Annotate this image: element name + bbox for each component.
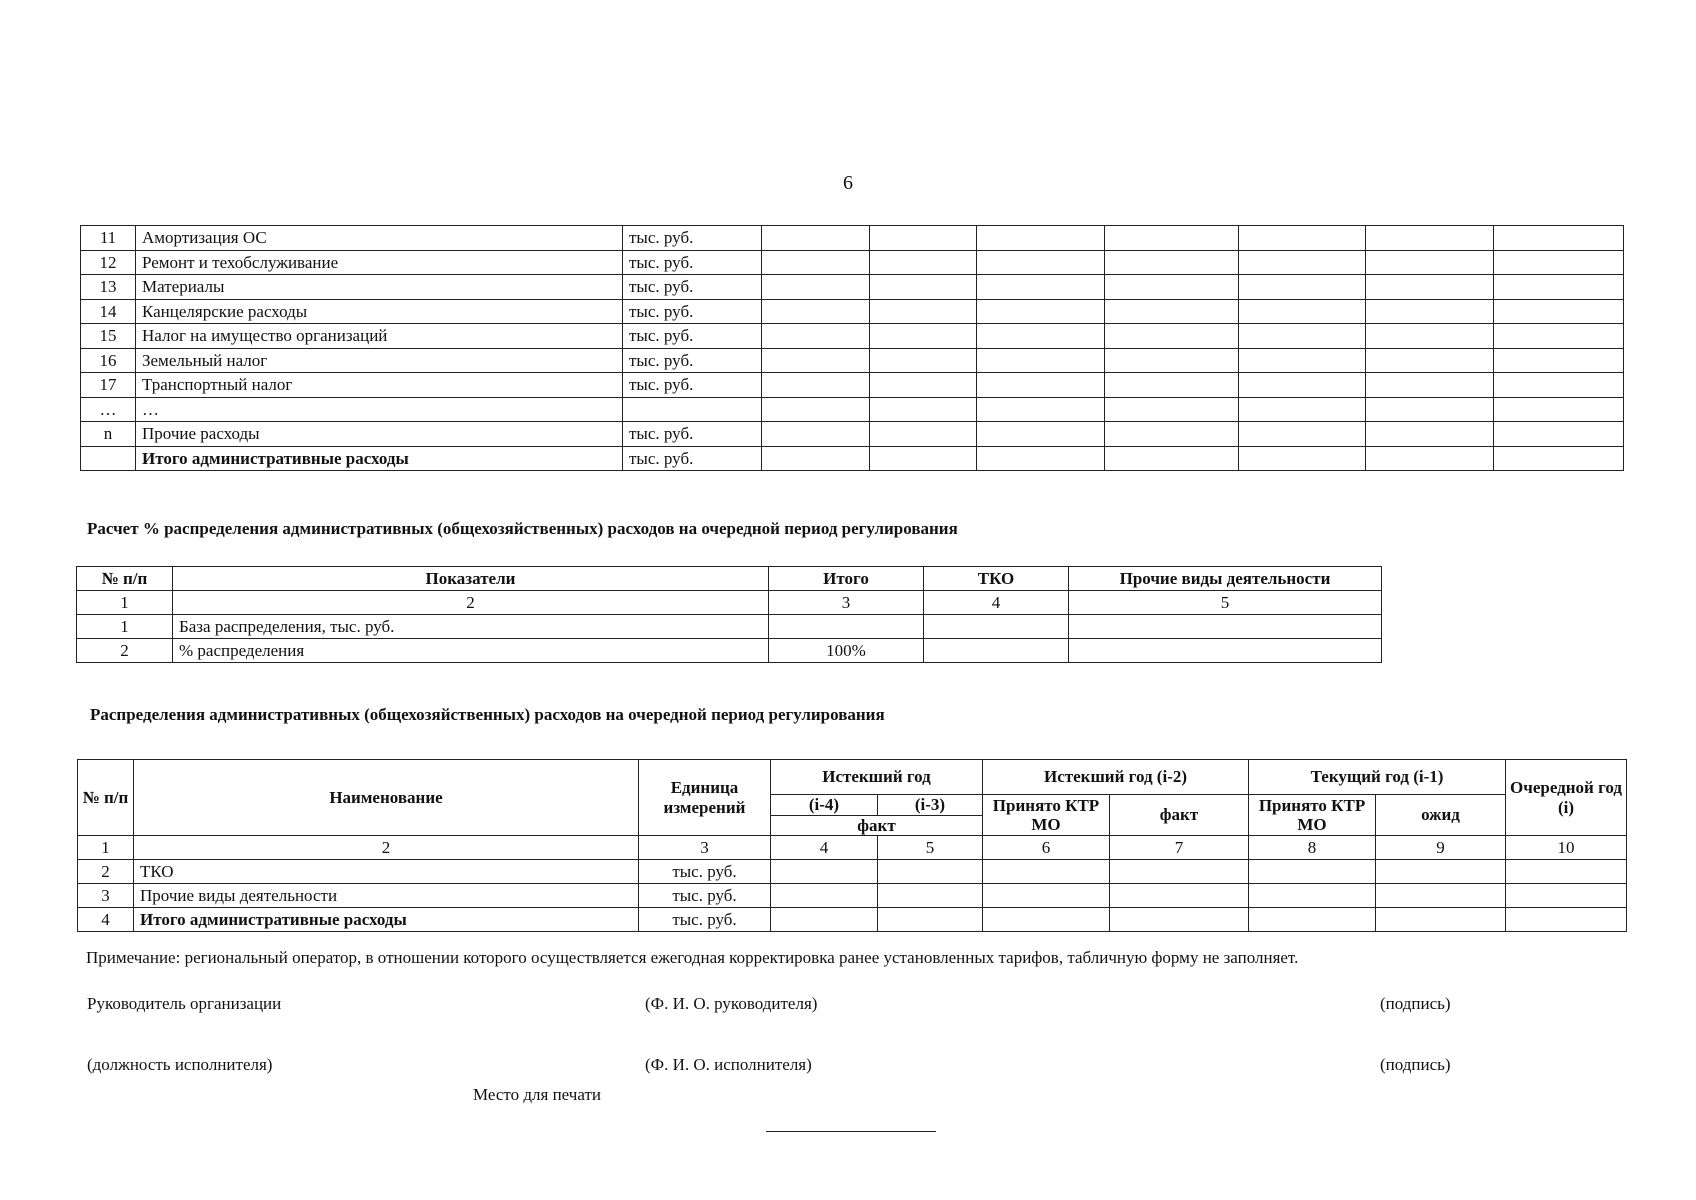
- value-cell[interactable]: [762, 250, 870, 275]
- row-num: …: [81, 397, 136, 422]
- numbering-cell: 5: [1069, 591, 1382, 615]
- distribution-table: [77, 759, 1627, 932]
- note: Примечание: региональный оператор, в отношении которого осуществляется ежегодная корректировка ранее установленных тарифов, табличную форму не заполняет.: [86, 948, 1299, 967]
- header-i3: (i-3): [878, 795, 983, 816]
- value-cell[interactable]: [1239, 348, 1366, 373]
- page-number: 6: [843, 172, 853, 194]
- header-i4: (i-4): [771, 795, 878, 816]
- row-name: Прочие виды деятельности: [134, 884, 639, 908]
- value-cell[interactable]: [1105, 250, 1239, 275]
- row-num: 3: [78, 884, 134, 908]
- value-cell[interactable]: [1239, 299, 1366, 324]
- row-unit: тыс. руб.: [623, 275, 762, 300]
- value-cell[interactable]: [1105, 446, 1239, 471]
- header-indicators: Показатели: [173, 567, 769, 591]
- value-cell[interactable]: [1494, 348, 1624, 373]
- value-cell[interactable]: [977, 299, 1105, 324]
- numbering-row: [77, 591, 1382, 615]
- value-cell[interactable]: [1239, 275, 1366, 300]
- row-unit: [623, 397, 762, 422]
- header-past-year-i2: Истекший год (i-2): [983, 760, 1249, 795]
- header-past-year: Истекший год: [771, 760, 983, 795]
- table-row: [81, 324, 1624, 349]
- row-unit: тыс. руб.: [623, 250, 762, 275]
- value-cell[interactable]: [1366, 275, 1494, 300]
- value-cell[interactable]: [771, 884, 878, 908]
- value-cell[interactable]: [1376, 860, 1506, 884]
- row-total[interactable]: 100%: [769, 639, 924, 663]
- header-total: Итого: [769, 567, 924, 591]
- executor-signature: (подпись): [1380, 1055, 1451, 1074]
- value-cell[interactable]: [1494, 373, 1624, 398]
- header-name: Наименование: [134, 760, 639, 836]
- numbering-cell: 2: [173, 591, 769, 615]
- value-cell[interactable]: [870, 299, 977, 324]
- table-row: [81, 373, 1624, 398]
- row-name: Материалы: [136, 275, 623, 300]
- value-cell[interactable]: [1249, 884, 1376, 908]
- row-unit: тыс. руб.: [623, 226, 762, 251]
- value-cell[interactable]: [977, 422, 1105, 447]
- value-cell[interactable]: [870, 373, 977, 398]
- table-row: [78, 860, 1627, 884]
- value-cell[interactable]: [1105, 226, 1239, 251]
- head-fio: (Ф. И. О. руководителя): [645, 994, 818, 1013]
- header-next-year: Очередной год (i): [1506, 760, 1627, 836]
- table-row: [81, 226, 1624, 251]
- row-name: Итого административные расходы: [136, 446, 623, 471]
- value-cell[interactable]: [1366, 299, 1494, 324]
- value-cell[interactable]: [870, 446, 977, 471]
- row-name: Ремонт и техобслуживание: [136, 250, 623, 275]
- stamp-place: Место для печати: [473, 1085, 601, 1104]
- value-cell[interactable]: [1105, 397, 1239, 422]
- row-unit: тыс. руб.: [623, 373, 762, 398]
- value-cell[interactable]: [1105, 348, 1239, 373]
- row-name: Налог на имущество организаций: [136, 324, 623, 349]
- value-cell[interactable]: [878, 884, 983, 908]
- row-num: 16: [81, 348, 136, 373]
- table-row: [81, 348, 1624, 373]
- value-cell[interactable]: [1506, 860, 1627, 884]
- row-tko[interactable]: [924, 639, 1069, 663]
- row-unit: тыс. руб.: [623, 324, 762, 349]
- distribution-title: Распределения административных (общехозяйственных) расходов на очередной период регулирования: [90, 705, 885, 724]
- value-cell[interactable]: [1249, 860, 1376, 884]
- value-cell[interactable]: [870, 422, 977, 447]
- row-unit: тыс. руб.: [623, 348, 762, 373]
- row-num: 12: [81, 250, 136, 275]
- value-cell[interactable]: [1366, 422, 1494, 447]
- value-cell[interactable]: [977, 348, 1105, 373]
- row-name: Канцелярские расходы: [136, 299, 623, 324]
- row-tko[interactable]: [924, 615, 1069, 639]
- table-row: [77, 639, 1382, 663]
- value-cell[interactable]: [762, 299, 870, 324]
- divider: [766, 1131, 936, 1132]
- table-row: [81, 275, 1624, 300]
- numbering-cell: 4: [924, 591, 1069, 615]
- value-cell[interactable]: [771, 860, 878, 884]
- value-cell[interactable]: [1494, 250, 1624, 275]
- header-num: № п/п: [78, 760, 134, 836]
- row-num: n: [81, 422, 136, 447]
- header-num: № п/п: [77, 567, 173, 591]
- value-cell[interactable]: [1494, 324, 1624, 349]
- numbering-cell: 5: [878, 836, 983, 860]
- numbering-cell: 10: [1506, 836, 1627, 860]
- value-cell[interactable]: [1110, 860, 1249, 884]
- value-cell[interactable]: [1506, 908, 1627, 932]
- row-name: Итого административные расходы: [134, 908, 639, 932]
- value-cell[interactable]: [1366, 348, 1494, 373]
- row-name: Прочие расходы: [136, 422, 623, 447]
- value-cell[interactable]: [1494, 275, 1624, 300]
- value-cell[interactable]: [762, 348, 870, 373]
- numbering-cell: 7: [1110, 836, 1249, 860]
- value-cell[interactable]: [1105, 299, 1239, 324]
- row-other[interactable]: [1069, 615, 1382, 639]
- row-name: Транспортный налог: [136, 373, 623, 398]
- numbering-cell: 2: [134, 836, 639, 860]
- row-num: 14: [81, 299, 136, 324]
- value-cell[interactable]: [762, 275, 870, 300]
- row-unit: тыс. руб.: [639, 908, 771, 932]
- value-cell[interactable]: [977, 373, 1105, 398]
- table-row: [78, 884, 1627, 908]
- value-cell[interactable]: [878, 860, 983, 884]
- value-cell[interactable]: [977, 324, 1105, 349]
- head-signature: (подпись): [1380, 994, 1451, 1013]
- value-cell[interactable]: [1105, 275, 1239, 300]
- row-unit: тыс. руб.: [639, 860, 771, 884]
- row-other[interactable]: [1069, 639, 1382, 663]
- value-cell[interactable]: [1366, 324, 1494, 349]
- value-cell[interactable]: [977, 275, 1105, 300]
- row-num: 15: [81, 324, 136, 349]
- numbering-cell: 3: [639, 836, 771, 860]
- distribution-table-body: [78, 836, 1627, 932]
- table-row: [81, 422, 1624, 447]
- numbering-cell: 9: [1376, 836, 1506, 860]
- value-cell[interactable]: [1239, 226, 1366, 251]
- row-num: 17: [81, 373, 136, 398]
- value-cell[interactable]: [1105, 422, 1239, 447]
- numbering-row: [78, 836, 1627, 860]
- numbering-cell: 3: [769, 591, 924, 615]
- table-row: [81, 299, 1624, 324]
- value-cell[interactable]: [1239, 324, 1366, 349]
- value-cell[interactable]: [870, 324, 977, 349]
- value-cell[interactable]: [1239, 373, 1366, 398]
- header-other: Прочие виды деятельности: [1069, 567, 1382, 591]
- value-cell[interactable]: [1239, 422, 1366, 447]
- value-cell[interactable]: [1239, 250, 1366, 275]
- value-cell[interactable]: [1366, 373, 1494, 398]
- distribution-percent-title: Расчет % распределения административных (общехозяйственных) расходов на очередной период регулирования: [87, 519, 958, 538]
- value-cell[interactable]: [870, 250, 977, 275]
- header-fact: факт: [1110, 795, 1249, 836]
- row-total[interactable]: [769, 615, 924, 639]
- head-label: Руководитель организации: [87, 994, 282, 1013]
- value-cell[interactable]: [1366, 250, 1494, 275]
- value-cell[interactable]: [1494, 299, 1624, 324]
- row-unit: тыс. руб.: [623, 422, 762, 447]
- value-cell[interactable]: [762, 226, 870, 251]
- value-cell[interactable]: [870, 275, 977, 300]
- row-name: Амортизация ОС: [136, 226, 623, 251]
- row-name: …: [136, 397, 623, 422]
- header-fact-past: факт: [771, 815, 983, 836]
- numbering-cell: 6: [983, 836, 1110, 860]
- numbering-cell: 4: [771, 836, 878, 860]
- value-cell[interactable]: [983, 860, 1110, 884]
- row-num: 2: [77, 639, 173, 663]
- table-row: [78, 908, 1627, 932]
- value-cell[interactable]: [1110, 908, 1249, 932]
- value-cell[interactable]: [870, 226, 977, 251]
- row-name: Земельный налог: [136, 348, 623, 373]
- value-cell[interactable]: [762, 446, 870, 471]
- row-num: 2: [78, 860, 134, 884]
- value-cell[interactable]: [870, 348, 977, 373]
- row-num: 13: [81, 275, 136, 300]
- row-unit: тыс. руб.: [623, 299, 762, 324]
- header-expected: ожид: [1376, 795, 1506, 836]
- value-cell[interactable]: [1366, 446, 1494, 471]
- table-header-row: [78, 760, 1627, 795]
- row-num: 4: [78, 908, 134, 932]
- value-cell[interactable]: [762, 397, 870, 422]
- header-unit: Единица измерений: [639, 760, 771, 836]
- value-cell[interactable]: [977, 250, 1105, 275]
- value-cell[interactable]: [983, 908, 1110, 932]
- value-cell[interactable]: [977, 397, 1105, 422]
- value-cell[interactable]: [1105, 324, 1239, 349]
- row-unit: тыс. руб.: [623, 446, 762, 471]
- executor-label: (должность исполнителя): [87, 1055, 273, 1074]
- numbering-cell: 8: [1249, 836, 1376, 860]
- numbering-cell: 1: [77, 591, 173, 615]
- value-cell[interactable]: [771, 908, 878, 932]
- header-accepted-ktr-current: Принято КТР МО: [1249, 795, 1376, 836]
- row-num: 11: [81, 226, 136, 251]
- value-cell[interactable]: [1506, 884, 1627, 908]
- value-cell[interactable]: [1366, 397, 1494, 422]
- value-cell[interactable]: [1494, 446, 1624, 471]
- header-current-year: Текущий год (i-1): [1249, 760, 1506, 795]
- table-header-row: [77, 567, 1382, 591]
- row-num: [81, 446, 136, 471]
- header-accepted-ktr: Принято КТР МО: [983, 795, 1110, 836]
- expenses-table-body: [81, 226, 1624, 471]
- value-cell[interactable]: [1105, 373, 1239, 398]
- numbering-cell: 1: [78, 836, 134, 860]
- row-name: База распределения, тыс. руб.: [173, 615, 769, 639]
- value-cell[interactable]: [1494, 226, 1624, 251]
- distribution-percent-table: [76, 566, 1382, 663]
- value-cell[interactable]: [1110, 884, 1249, 908]
- row-num: 1: [77, 615, 173, 639]
- value-cell[interactable]: [878, 908, 983, 932]
- table-row: [81, 446, 1624, 471]
- value-cell[interactable]: [1249, 908, 1376, 932]
- value-cell[interactable]: [870, 397, 977, 422]
- value-cell[interactable]: [1376, 908, 1506, 932]
- table-row: [81, 250, 1624, 275]
- header-tko: ТКО: [924, 567, 1069, 591]
- value-cell[interactable]: [762, 324, 870, 349]
- value-cell[interactable]: [983, 884, 1110, 908]
- value-cell[interactable]: [1239, 397, 1366, 422]
- value-cell[interactable]: [762, 422, 870, 447]
- value-cell[interactable]: [1494, 422, 1624, 447]
- value-cell[interactable]: [1366, 226, 1494, 251]
- value-cell[interactable]: [1494, 397, 1624, 422]
- executor-fio: (Ф. И. О. исполнителя): [645, 1055, 812, 1074]
- table-row: [77, 615, 1382, 639]
- value-cell[interactable]: [1376, 884, 1506, 908]
- table-row: [81, 397, 1624, 422]
- row-name: % распределения: [173, 639, 769, 663]
- row-unit: тыс. руб.: [639, 884, 771, 908]
- expenses-table: [80, 225, 1624, 471]
- row-name: ТКО: [134, 860, 639, 884]
- value-cell[interactable]: [977, 446, 1105, 471]
- value-cell[interactable]: [1239, 446, 1366, 471]
- value-cell[interactable]: [762, 373, 870, 398]
- value-cell[interactable]: [977, 226, 1105, 251]
